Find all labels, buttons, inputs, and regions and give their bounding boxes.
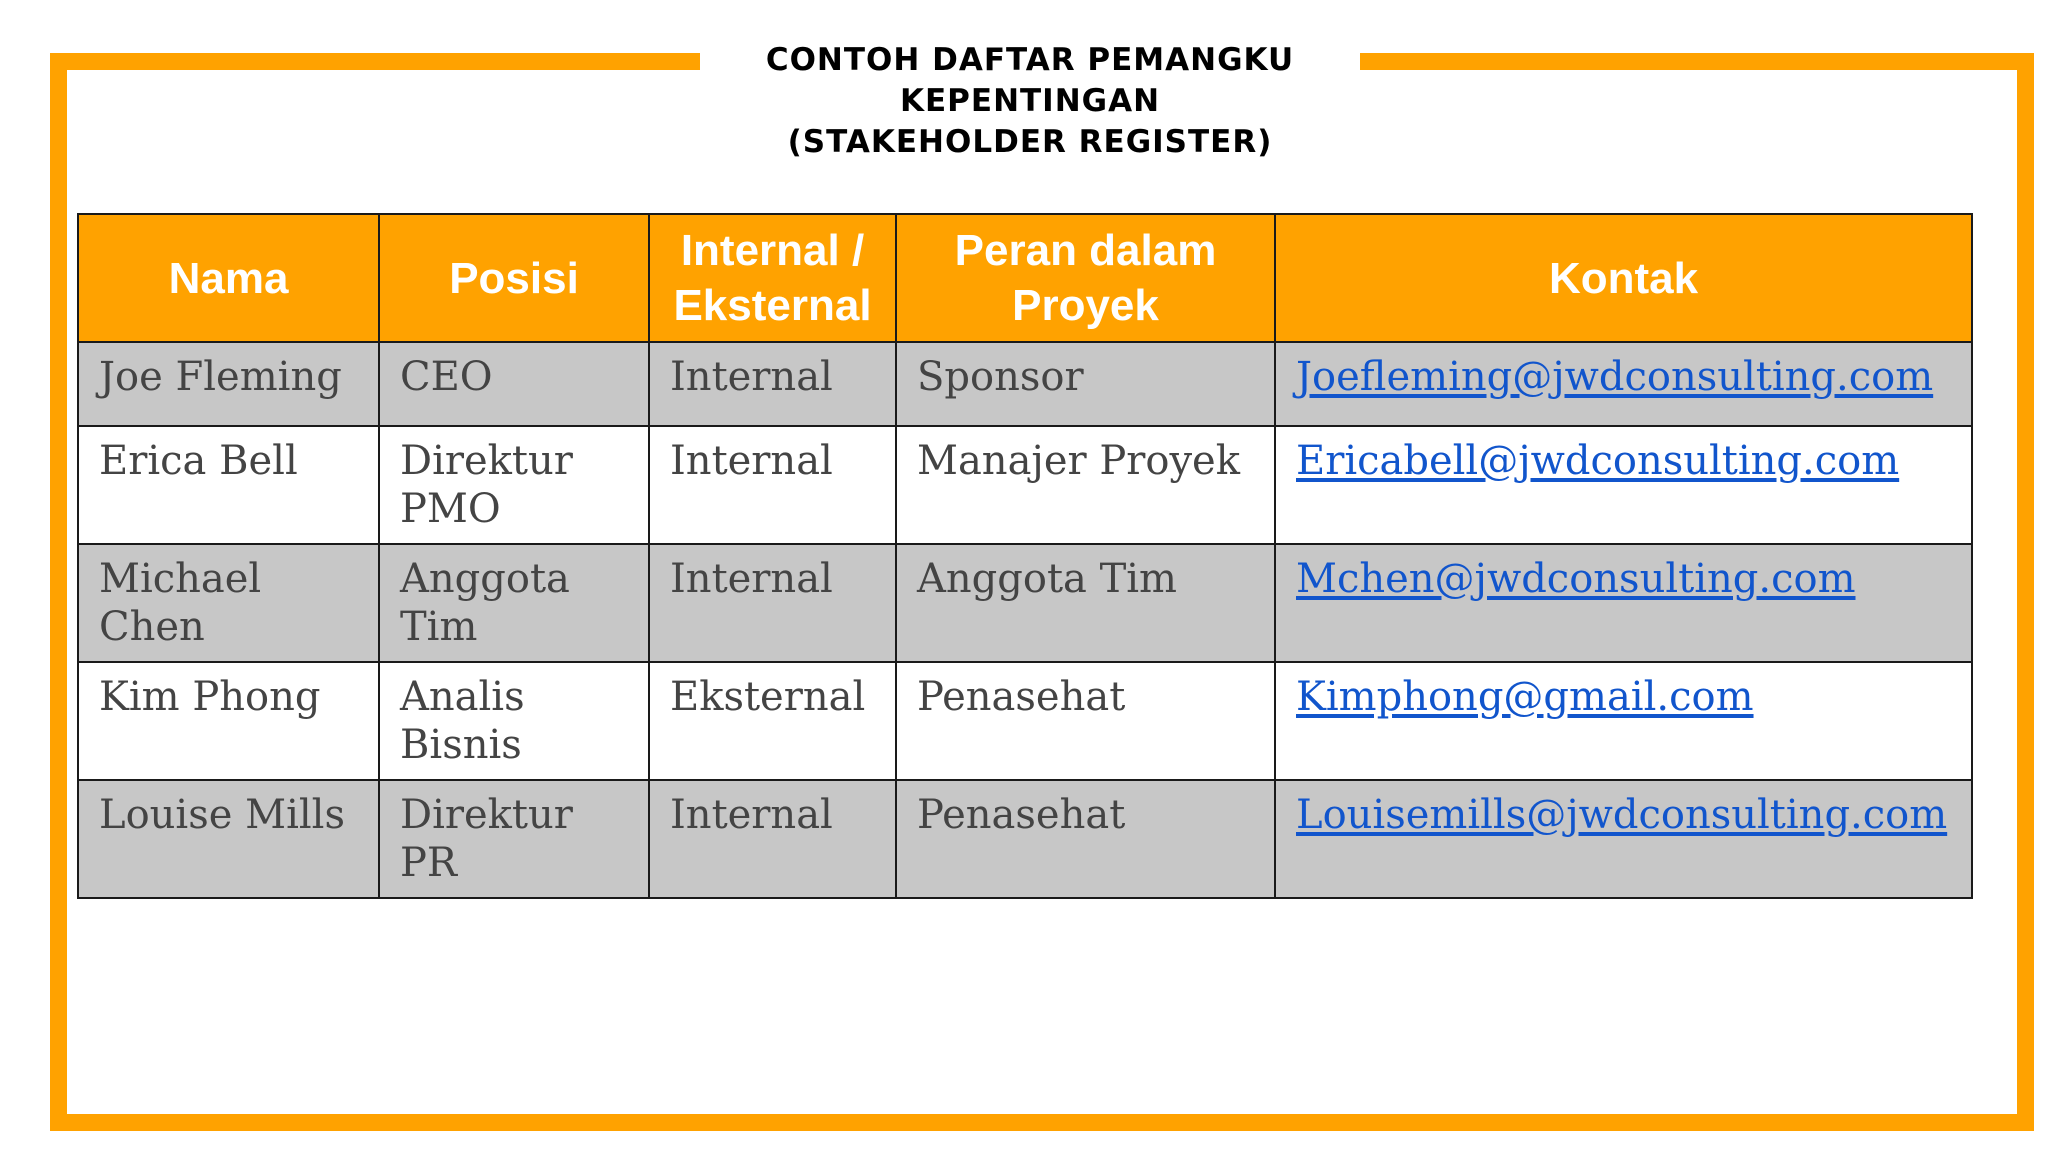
cell-peran: Penasehat bbox=[896, 780, 1275, 898]
header-posisi: Posisi bbox=[379, 214, 649, 342]
table-row bbox=[78, 544, 1972, 662]
cell-nama: Michael Chen bbox=[78, 544, 379, 662]
cell-jenis: Internal bbox=[649, 544, 896, 662]
cell-posisi: Anggota Tim bbox=[379, 544, 649, 662]
table-row bbox=[78, 342, 1972, 426]
cell-posisi: Direktur PR bbox=[379, 780, 649, 898]
header-nama: Nama bbox=[78, 214, 379, 342]
cell-posisi: Analis Bisnis bbox=[379, 662, 649, 780]
title-line-3: (STAKEHOLDER REGISTER) bbox=[787, 124, 1273, 160]
cell-nama: Louise Mills bbox=[78, 780, 379, 898]
header-peran: Peran dalam Proyek bbox=[896, 214, 1275, 342]
title-line-1: CONTOH DAFTAR PEMANGKU bbox=[765, 42, 1295, 78]
cell-posisi: Direktur PMO bbox=[379, 426, 649, 544]
email-link[interactable]: Kimphong@gmail.com bbox=[1296, 674, 1754, 720]
header-kontak: Kontak bbox=[1275, 214, 1972, 342]
title-line-2: KEPENTINGAN bbox=[899, 83, 1161, 119]
cell-jenis: Internal bbox=[649, 342, 896, 426]
cell-nama: Kim Phong bbox=[78, 662, 379, 780]
cell-posisi: CEO bbox=[379, 342, 649, 426]
email-link[interactable]: Joefleming@jwdconsulting.com bbox=[1296, 354, 1934, 400]
email-link[interactable]: Mchen@jwdconsulting.com bbox=[1296, 556, 1856, 602]
cell-jenis: Internal bbox=[649, 426, 896, 544]
table-row bbox=[78, 780, 1972, 898]
header-internal-eksternal: Internal / Eksternal bbox=[649, 214, 896, 342]
cell-peran: Sponsor bbox=[896, 342, 1275, 426]
email-link[interactable]: Ericabell@jwdconsulting.com bbox=[1296, 438, 1900, 484]
cell-jenis: Internal bbox=[649, 780, 896, 898]
cell-kontak bbox=[1275, 426, 1972, 544]
stakeholder-register-table bbox=[77, 213, 1973, 899]
table-header-row bbox=[78, 214, 1972, 342]
cell-jenis: Eksternal bbox=[649, 662, 896, 780]
table-row bbox=[78, 426, 1972, 544]
cell-nama: Erica Bell bbox=[78, 426, 379, 544]
cell-kontak bbox=[1275, 662, 1972, 780]
email-link[interactable]: Louisemills@jwdconsulting.com bbox=[1296, 792, 1948, 838]
cell-kontak bbox=[1275, 780, 1972, 898]
cell-peran: Manajer Proyek bbox=[896, 426, 1275, 544]
cell-peran: Anggota Tim bbox=[896, 544, 1275, 662]
cell-kontak bbox=[1275, 544, 1972, 662]
cell-kontak bbox=[1275, 342, 1972, 426]
table-row bbox=[78, 662, 1972, 780]
cell-peran: Penasehat bbox=[896, 662, 1275, 780]
page-title bbox=[700, 40, 1360, 163]
cell-nama: Joe Fleming bbox=[78, 342, 379, 426]
